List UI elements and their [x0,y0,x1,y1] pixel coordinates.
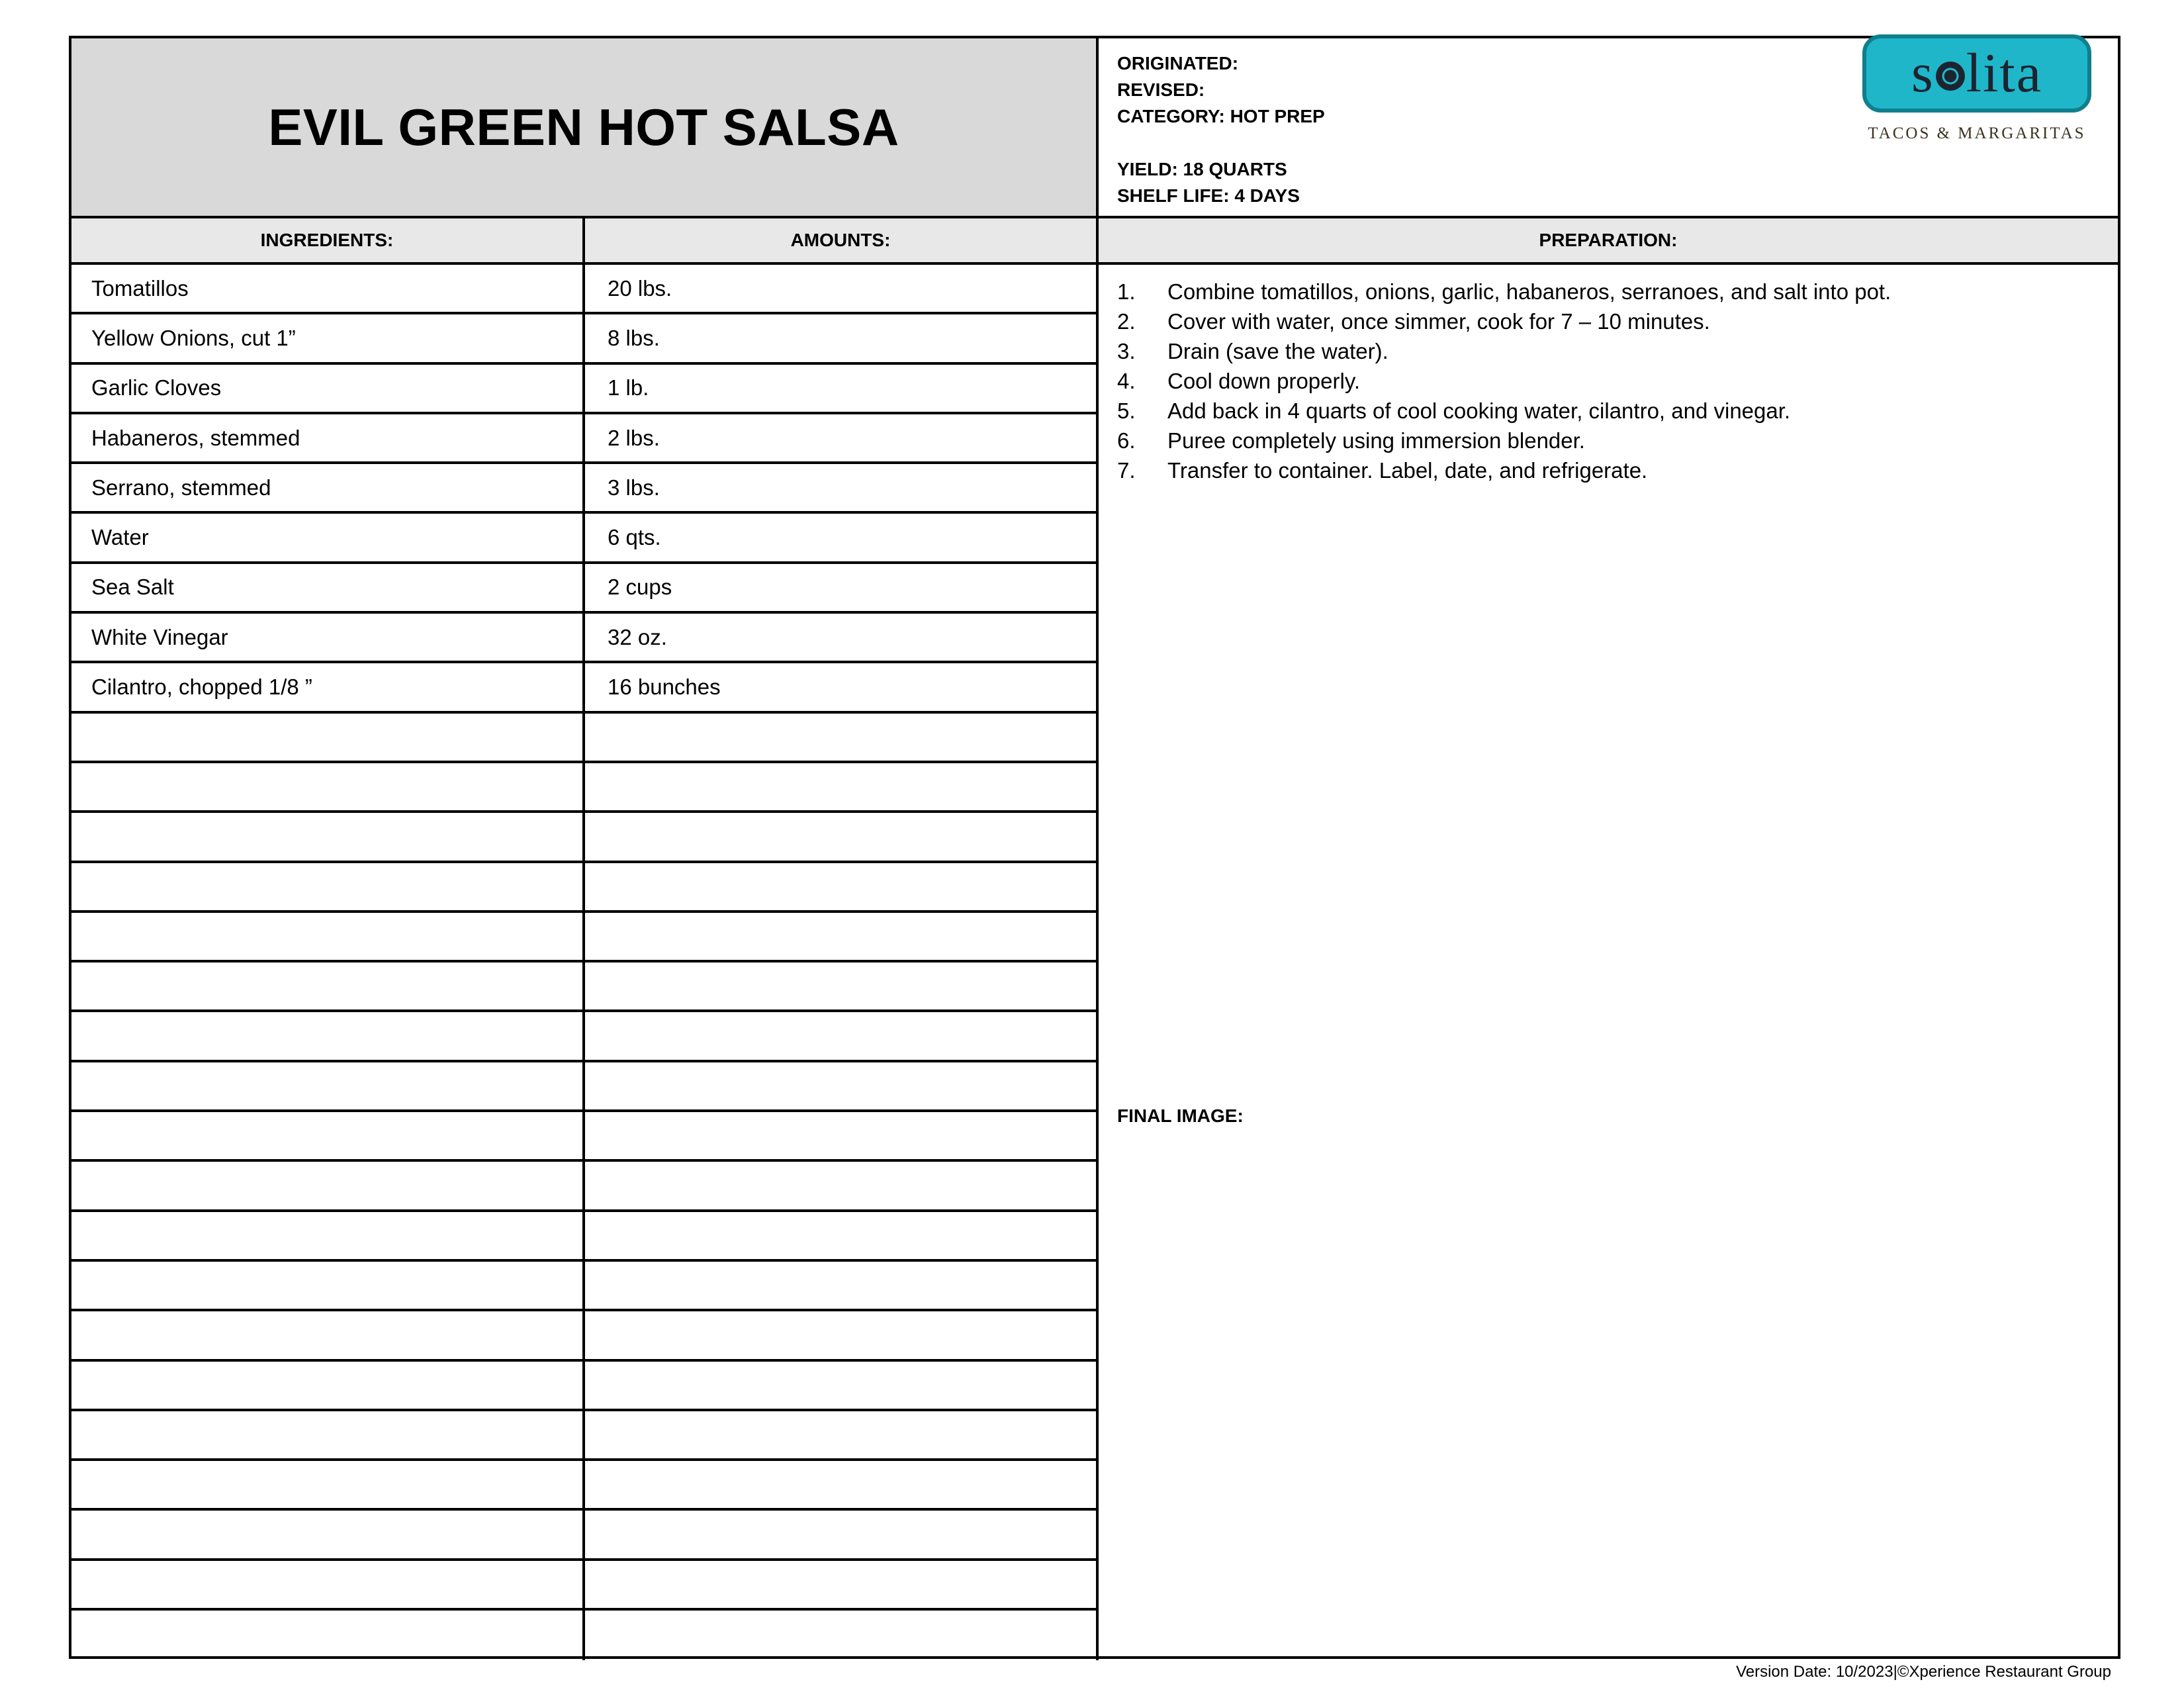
preparation-step [1117,426,2091,455]
table-row [71,1461,1099,1511]
ingredient-cell [71,1411,585,1458]
step-text: Combine tomatillos, onions, garlic, habaneros, serranoes, and salt into pot. [1167,279,1891,304]
shelf-life-label: SHELF LIFE: 4 DAYS [1117,185,1300,206]
amount-cell [585,1511,1099,1558]
table-row [71,1511,1099,1560]
table-row [71,1362,1099,1411]
amount-cell: 1 lb. [585,365,1099,412]
amount-cell [585,1012,1099,1059]
step-number: 6. [1117,428,1136,453]
step-text: Transfer to container. Label, date, and refrigerate. [1167,458,1648,483]
ingredient-cell: Habaneros, stemmed [71,414,585,461]
table-row [71,714,1099,763]
ingredient-cell: Garlic Cloves [71,365,585,412]
ingredient-cell [71,714,585,761]
ingredient-cell [71,1611,585,1660]
recipe-sheet [69,36,2120,1659]
table-row [71,314,1099,364]
preparation-step [1117,366,2091,396]
ingredient-cell [71,913,585,960]
amount-cell [585,1311,1099,1358]
ingredient-cell [71,1511,585,1558]
recipe-title: EVIL GREEN HOT SALSA [268,97,899,156]
ingredient-cell [71,1112,585,1159]
table-row [71,1611,1099,1660]
ingredient-cell [71,1311,585,1358]
version-footer: Version Date: 10/2023|©Xperience Restaurant Group [1736,1663,2111,1681]
table-row [71,564,1099,614]
table-row [71,365,1099,414]
table-row [71,464,1099,514]
ingredient-cell [71,1561,585,1608]
ingredients-table [71,265,1099,1660]
step-number: 3. [1117,339,1136,363]
ingredient-cell: White Vinegar [71,614,585,661]
step-text: Add back in 4 quarts of cool cooking water, cilantro, and vinegar. [1167,399,1791,423]
yield-label: YIELD: 18 QUARTS [1117,159,1287,179]
table-row [71,1162,1099,1211]
amount-cell: 3 lbs. [585,464,1099,511]
preparation-step [1117,336,2091,366]
amount-cell [585,1611,1099,1660]
step-number: 7. [1117,458,1136,483]
amount-cell [585,863,1099,910]
ingredient-cell [71,1162,585,1209]
amount-cell: 6 qts. [585,514,1099,561]
step-text: Cool down properly. [1167,369,1361,393]
table-row [71,1012,1099,1062]
amount-cell [585,1062,1099,1109]
table-row [71,913,1099,962]
table-row [71,863,1099,913]
preparation-steps [1117,277,2091,485]
solita-logo [1860,34,2094,180]
preparation-step [1117,455,2091,485]
logo-badge [1862,34,2091,113]
amount-cell [585,1112,1099,1159]
table-row [71,1212,1099,1262]
amount-cell [585,1262,1099,1309]
amount-cell [585,962,1099,1009]
title-cell [71,38,1099,218]
step-number: 1. [1117,279,1136,304]
amount-cell [585,1212,1099,1259]
preparation-header: PREPARATION: [1099,218,2118,265]
amount-cell: 8 lbs. [585,314,1099,361]
ingredient-cell [71,1062,585,1109]
table-row [71,265,1099,314]
amount-cell: 16 bunches [585,663,1099,710]
ingredient-cell: Serrano, stemmed [71,464,585,511]
ingredient-cell [71,1262,585,1309]
amount-cell: 2 cups [585,564,1099,611]
amount-cell [585,1461,1099,1508]
ingredient-cell: Yellow Onions, cut 1” [71,314,585,361]
amount-cell: 20 lbs. [585,265,1099,312]
amount-cell: 32 oz. [585,614,1099,661]
step-text: Cover with water, once simmer, cook for 7 – 10 minutes. [1167,309,1710,334]
amounts-header: AMOUNTS: [585,218,1099,265]
amount-cell [585,813,1099,860]
ingredient-cell [71,813,585,860]
preparation-step [1117,396,2091,426]
table-row [71,1112,1099,1162]
category-label: CATEGORY: HOT PREP [1117,106,1325,126]
ingredient-cell: Cilantro, chopped 1/8 ” [71,663,585,710]
ingredients-header: INGREDIENTS: [71,218,585,265]
ingredient-cell [71,1212,585,1259]
ingredient-cell: Water [71,514,585,561]
table-row [71,962,1099,1012]
step-text: Puree completely using immersion blender. [1167,428,1585,453]
final-image-label: FINAL IMAGE: [1117,1105,1244,1126]
ingredient-cell [71,763,585,810]
ingredient-cell: Sea Salt [71,564,585,611]
revised-label: REVISED: [1117,79,1205,100]
table-row [71,1561,1099,1611]
ingredient-cell: Tomatillos [71,265,585,312]
amount-cell [585,1411,1099,1458]
amount-cell [585,1561,1099,1608]
logo-wordmark: s lita [1911,42,2042,104]
table-row [71,614,1099,663]
table-row [71,813,1099,863]
ingredient-cell [71,1461,585,1508]
table-row [71,414,1099,464]
preparation-step [1117,277,2091,306]
amount-cell [585,714,1099,761]
step-number: 2. [1117,309,1136,334]
table-row [71,514,1099,563]
amount-cell [585,1162,1099,1209]
ingredient-cell [71,962,585,1009]
amount-cell [585,913,1099,960]
step-text: Drain (save the water). [1167,339,1388,363]
table-row [71,663,1099,713]
preparation-panel [1099,265,2118,1656]
originated-label: ORIGINATED: [1117,53,1239,73]
amount-cell [585,763,1099,810]
table-row [71,1411,1099,1461]
ingredient-cell [71,1012,585,1059]
table-row [71,1062,1099,1112]
ingredient-cell [71,1362,585,1409]
amount-cell: 2 lbs. [585,414,1099,461]
preparation-step [1117,306,2091,336]
table-row [71,763,1099,813]
ingredient-cell [71,863,585,910]
step-number: 5. [1117,399,1136,423]
amount-cell [585,1362,1099,1409]
table-row [71,1262,1099,1311]
table-row [71,1311,1099,1361]
step-number: 4. [1117,369,1136,393]
sun-icon [1936,62,1965,91]
logo-tagline: TACOS & MARGARITAS [1868,124,2086,142]
